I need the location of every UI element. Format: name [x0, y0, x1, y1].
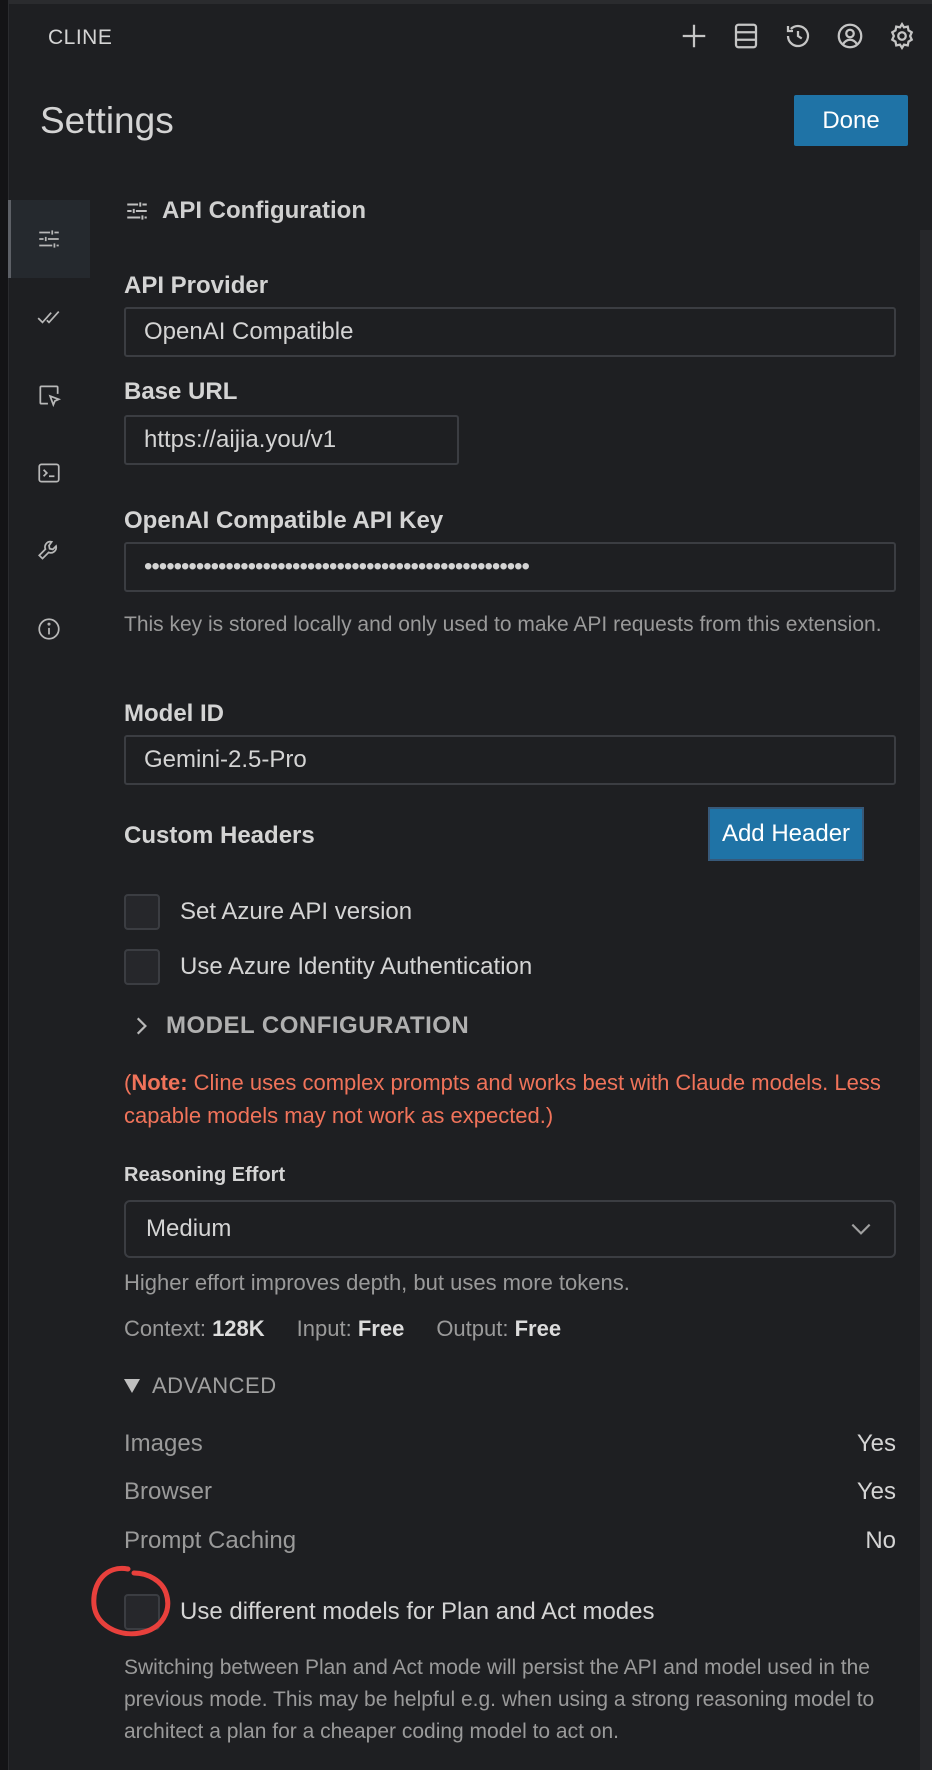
cursor-box-icon: [36, 382, 62, 408]
info-icon: [36, 616, 62, 642]
input-price-info: Input: Free: [296, 1316, 405, 1341]
azure-version-checkbox[interactable]: [124, 894, 160, 930]
add-header-button[interactable]: Add Header: [708, 807, 864, 861]
advanced-toggle[interactable]: [124, 1373, 277, 1399]
sidebar-item-api-configuration[interactable]: [8, 200, 90, 278]
api-provider-label: API Provider: [124, 272, 269, 299]
reasoning-effort-value: Medium: [146, 1215, 232, 1242]
capability-name: Browser: [124, 1478, 213, 1505]
capability-name: Prompt Caching: [124, 1527, 297, 1554]
model-id-input[interactable]: Gemini-2.5-Pro: [124, 735, 896, 785]
plan-act-checkbox-row[interactable]: [124, 1594, 654, 1630]
capability-value: Yes: [856, 1430, 896, 1457]
wrench-icon: [36, 538, 62, 564]
plus-icon[interactable]: [678, 20, 710, 52]
azure-identity-label: Use Azure Identity Authentication: [180, 953, 533, 980]
reasoning-effort-select[interactable]: [124, 1200, 896, 1258]
api-key-label: OpenAI Compatible API Key: [124, 507, 444, 534]
sidebar-item-features[interactable]: [8, 278, 90, 356]
terminal-icon: [36, 460, 62, 486]
capability-value: No: [865, 1527, 896, 1554]
model-configuration-toggle[interactable]: [132, 1012, 469, 1040]
base-url-label: Base URL: [124, 378, 238, 405]
azure-identity-checkbox[interactable]: [124, 949, 160, 985]
reasoning-effort-help: Higher effort improves depth, but uses more tokens.: [124, 1270, 630, 1295]
scrollbar[interactable]: [920, 230, 932, 1770]
sidebar-item-about[interactable]: [8, 590, 90, 668]
settings-sidebar: [8, 200, 90, 668]
window-top-edge: [0, 0, 932, 4]
advanced-label: ADVANCED: [152, 1373, 277, 1398]
context-info: Context: 128K: [124, 1316, 265, 1341]
app-name: CLINE: [48, 26, 113, 49]
section-title: API Configuration: [162, 197, 366, 224]
history-icon[interactable]: [782, 20, 814, 52]
api-key-input[interactable]: ••••••••••••••••••••••••••••••••••••••••••••••••••••: [124, 542, 896, 592]
sliders-icon: [36, 226, 62, 252]
base-url-input[interactable]: https://aijia.you/v1: [124, 415, 459, 465]
output-price-info: Output: Free: [436, 1316, 562, 1341]
gear-icon[interactable]: [886, 20, 918, 52]
azure-version-label: Set Azure API version: [180, 898, 413, 925]
model-configuration-label: MODEL CONFIGURATION: [166, 1012, 470, 1039]
api-key-help: This key is stored locally and only used to make API requests from this extension.: [124, 613, 882, 636]
chevron-down-icon: [848, 1216, 874, 1242]
capability-row: [124, 1478, 896, 1506]
chevron-right-icon: [132, 1015, 150, 1037]
azure-version-checkbox-row[interactable]: [124, 894, 412, 930]
page-title: Settings: [40, 100, 174, 141]
plan-act-checkbox[interactable]: [124, 1594, 160, 1630]
api-provider-select[interactable]: OpenAI Compatible: [124, 307, 896, 357]
model-id-label: Model ID: [124, 700, 224, 727]
account-icon[interactable]: [834, 20, 866, 52]
capability-name: Images: [124, 1430, 203, 1457]
sidebar-item-terminal[interactable]: [8, 434, 90, 512]
sliders-icon: [124, 198, 150, 224]
section-header: [124, 197, 366, 225]
done-button[interactable]: Done: [794, 95, 908, 146]
capability-value: Yes: [856, 1478, 896, 1505]
plan-act-help: Switching between Plan and Act mode will persist the API and model used in the previous mode. This may be helpful e.g. when using a strong reasoning model to architect a plan for a cheaper coding model to act on.: [124, 1656, 875, 1743]
capability-row: [124, 1430, 896, 1458]
model-info: [124, 1316, 561, 1342]
custom-headers-label: Custom Headers: [124, 822, 315, 849]
sidebar-item-browser[interactable]: [8, 356, 90, 434]
model-note: (Note: Cline uses complex prompts and works best with Claude models. Less capable models may not work as expected.): [124, 1070, 881, 1128]
azure-identity-checkbox-row[interactable]: [124, 949, 532, 985]
sidebar-item-debug[interactable]: [8, 512, 90, 590]
double-check-icon: [36, 304, 62, 330]
header-toolbar: [678, 20, 918, 52]
triangle-down-icon: [124, 1379, 140, 1393]
server-icon[interactable]: [730, 20, 762, 52]
plan-act-label: Use different models for Plan and Act modes: [180, 1598, 655, 1625]
reasoning-effort-label: Reasoning Effort: [124, 1164, 286, 1186]
capability-row: [124, 1527, 896, 1555]
